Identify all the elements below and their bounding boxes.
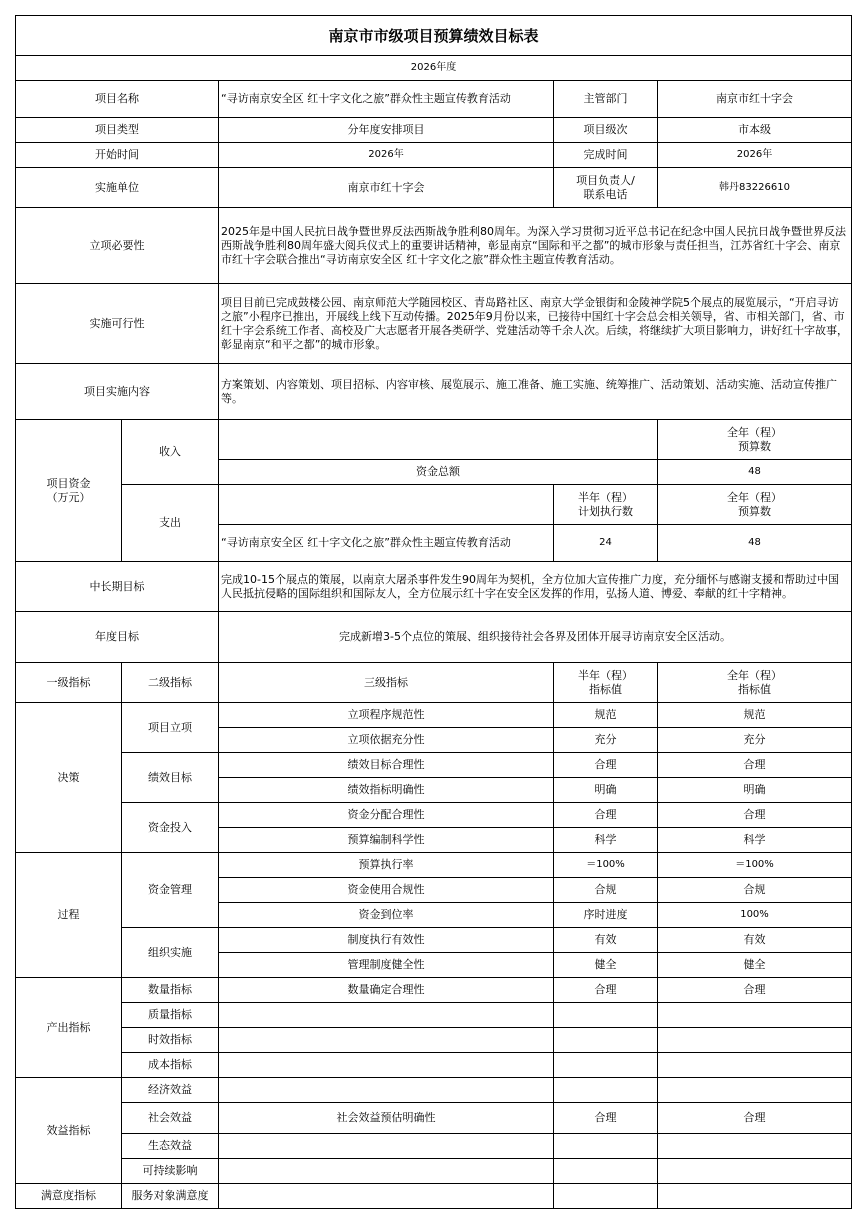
full-year-value [658,1184,852,1209]
full-year-value: 合规 [658,878,852,903]
level1-header: 一级指标 [16,663,122,703]
indicator-row [16,853,852,878]
level3-indicator: 资金分配合理性 [219,803,554,828]
full-year-value: 健全 [658,953,852,978]
full-year-value: 明确 [658,778,852,803]
expense-label: 支出 [122,485,219,562]
full-year-value: ＝100% [658,853,852,878]
expense-item: “寻访南京安全区 红十字文化之旅”群众性主题宣传教育活动 [219,525,554,562]
level2-indicator: 成本指标 [122,1053,219,1078]
full-year-value [658,1159,852,1184]
indicator-row [16,1028,852,1053]
level3-header: 三级指标 [219,663,554,703]
half-year-value: 有效 [554,928,658,953]
half-year-value: 合规 [554,878,658,903]
feasibility-label: 实施可行性 [16,284,219,364]
indicator-row [16,928,852,953]
full-year-value [658,1134,852,1159]
necessity-label: 立项必要性 [16,208,219,284]
indicator-row [16,703,852,728]
level2-indicator: 可持续影响 [122,1159,219,1184]
annual-goal-label: 年度目标 [16,612,219,663]
project-type-value: 分年度安排项目 [219,118,554,143]
full-year-value: 合理 [658,978,852,1003]
level1-indicator: 产出指标 [16,978,122,1078]
level1-indicator: 效益指标 [16,1078,122,1184]
dept-value: 南京市红十字会 [658,81,852,118]
level2-indicator: 社会效益 [122,1103,219,1134]
half-year-value: ＝100% [554,853,658,878]
end-time-label: 完成时间 [554,143,658,168]
indicator-row [16,1184,852,1209]
level3-indicator: 预算编制科学性 [219,828,554,853]
income-full-header: 全年（程） 预算数 [658,420,852,460]
level1-indicator: 决策 [16,703,122,853]
level3-indicator: 数量确定合理性 [219,978,554,1003]
expense-full-header: 全年（程） 预算数 [658,485,852,525]
project-level-label: 项目级次 [554,118,658,143]
half-value-header: 半年（程） 指标值 [554,663,658,703]
contact-value: 韩丹83226610 [658,168,852,208]
full-year-value [658,1028,852,1053]
indicator-row [16,1078,852,1103]
level3-indicator: 绩效目标合理性 [219,753,554,778]
project-name-value: “寻访南京安全区 红十字文化之旅”群众性主题宣传教育活动 [219,81,554,118]
income-total-value: 48 [658,460,852,485]
expense-header-blank [219,485,554,525]
level3-indicator: 管理制度健全性 [219,953,554,978]
level2-indicator: 项目立项 [122,703,219,753]
half-year-value: 合理 [554,978,658,1003]
long-term-goal-label: 中长期目标 [16,562,219,612]
level2-indicator: 资金管理 [122,853,219,928]
level2-indicator: 绩效目标 [122,753,219,803]
full-year-value: 科学 [658,828,852,853]
necessity-text: 2025年是中国人民抗日战争暨世界反法西斯战争胜利80周年。为深入学习贯彻习近平总书记在纪念中国人民抗日战争暨世界反法西斯战争胜利80周年盛大阅兵仪式上的重要讲话精神，彰显南京“国际和平之都”的城市形象与责任担当，江苏省红十字会、南京市红十字会联合推出“寻访南京安全区 红十字文化之旅”群众性主题宣传教育活动。 [219,208,852,284]
level2-indicator: 组织实施 [122,928,219,978]
level3-indicator [219,1184,554,1209]
income-total-label: 资金总额 [219,460,658,485]
full-year-value: 合理 [658,753,852,778]
project-name-label: 项目名称 [16,81,219,118]
level3-indicator: 立项依据充分性 [219,728,554,753]
level2-indicator: 经济效益 [122,1078,219,1103]
expense-half-value: 24 [554,525,658,562]
indicator-row [16,1159,852,1184]
level3-indicator: 资金使用合规性 [219,878,554,903]
half-year-value: 规范 [554,703,658,728]
level3-indicator [219,1053,554,1078]
table-title: 南京市市级项目预算绩效目标表 [16,16,852,56]
half-year-value [554,1003,658,1028]
content-text: 方案策划、内容策划、项目招标、内容审核、展览展示、施工准备、施工实施、统筹推广、活动策划、活动实施、活动宣传推广等。 [219,364,852,420]
level3-indicator [219,1078,554,1103]
half-year-value: 合理 [554,753,658,778]
feasibility-text: 项目目前已完成鼓楼公园、南京师范大学随园校区、青岛路社区、南京大学金银街和金陵神学院5个展点的展览展示，“开启寻访之旅”小程序已推出，开展线上线下互动传播。2025年9月份以来，已接待中国红十字会总会相关领导，省、市相关部门，省、市红十字会系统工作者、高校及广大志愿者开展各类研学、党建活动等千余人次。后续，将继续扩大项目影响力，讲好红十字故事，彰显南京“和平之都”的城市形象。 [219,284,852,364]
level3-indicator [219,1134,554,1159]
half-year-value [554,1053,658,1078]
indicator-row [16,1053,852,1078]
half-year-value [554,1028,658,1053]
impl-unit-label: 实施单位 [16,168,219,208]
indicator-row [16,1003,852,1028]
indicator-row [16,803,852,828]
level3-indicator [219,1028,554,1053]
full-year-value: 100% [658,903,852,928]
level3-indicator: 预算执行率 [219,853,554,878]
level2-indicator: 数量指标 [122,978,219,1003]
dept-label: 主管部门 [554,81,658,118]
project-level-value: 市本级 [658,118,852,143]
level3-indicator: 资金到位率 [219,903,554,928]
start-time-label: 开始时间 [16,143,219,168]
expense-half-header: 半年（程） 计划执行数 [554,485,658,525]
fiscal-year: 2026年度 [16,56,852,81]
level2-indicator: 质量指标 [122,1003,219,1028]
expense-full-value: 48 [658,525,852,562]
income-header-blank [219,420,658,460]
full-year-value [658,1053,852,1078]
full-year-value: 合理 [658,1103,852,1134]
level3-indicator: 立项程序规范性 [219,703,554,728]
level1-indicator: 过程 [16,853,122,978]
full-year-value: 合理 [658,803,852,828]
performance-target-table [15,15,852,1209]
half-year-value [554,1078,658,1103]
indicator-row [16,1134,852,1159]
level3-indicator [219,1159,554,1184]
impl-unit-value: 南京市红十字会 [219,168,554,208]
half-year-value: 序时进度 [554,903,658,928]
income-label: 收入 [122,420,219,485]
half-year-value: 健全 [554,953,658,978]
project-type-label: 项目类型 [16,118,219,143]
half-year-value [554,1184,658,1209]
full-year-value: 规范 [658,703,852,728]
indicator-row [16,978,852,1003]
half-year-value: 充分 [554,728,658,753]
indicator-row [16,1103,852,1134]
full-year-value: 有效 [658,928,852,953]
level2-indicator: 服务对象满意度 [122,1184,219,1209]
full-year-value: 充分 [658,728,852,753]
level2-indicator: 时效指标 [122,1028,219,1053]
level1-indicator: 满意度指标 [16,1184,122,1209]
content-label: 项目实施内容 [16,364,219,420]
level2-header: 二级指标 [122,663,219,703]
annual-goal-text: 完成新增3-5个点位的策展、组织接待社会各界及团体开展寻访南京安全区活动。 [219,612,852,663]
full-value-header: 全年（程） 指标值 [658,663,852,703]
indicator-row [16,753,852,778]
half-year-value: 合理 [554,803,658,828]
level2-indicator: 生态效益 [122,1134,219,1159]
full-year-value [658,1003,852,1028]
full-year-value [658,1078,852,1103]
half-year-value: 合理 [554,1103,658,1134]
funds-label: 项目资金 （万元） [16,420,122,562]
level2-indicator: 资金投入 [122,803,219,853]
half-year-value [554,1159,658,1184]
level3-indicator: 制度执行有效性 [219,928,554,953]
level3-indicator [219,1003,554,1028]
end-time-value: 2026年 [658,143,852,168]
half-year-value: 科学 [554,828,658,853]
level3-indicator: 绩效指标明确性 [219,778,554,803]
long-term-goal-text: 完成10-15个展点的策展，以南京大屠杀事件发生90周年为契机，全方位加大宣传推广力度，充分缅怀与感谢支援和帮助过中国人民抵抗侵略的国际组织和国际友人，全方位展示红十字在安全区发挥的作用，弘扬人道、博爱、奉献的红十字精神。 [219,562,852,612]
start-time-value: 2026年 [219,143,554,168]
contact-label: 项目负责人/ 联系电话 [554,168,658,208]
half-year-value: 明确 [554,778,658,803]
level3-indicator: 社会效益预估明确性 [219,1103,554,1134]
half-year-value [554,1134,658,1159]
